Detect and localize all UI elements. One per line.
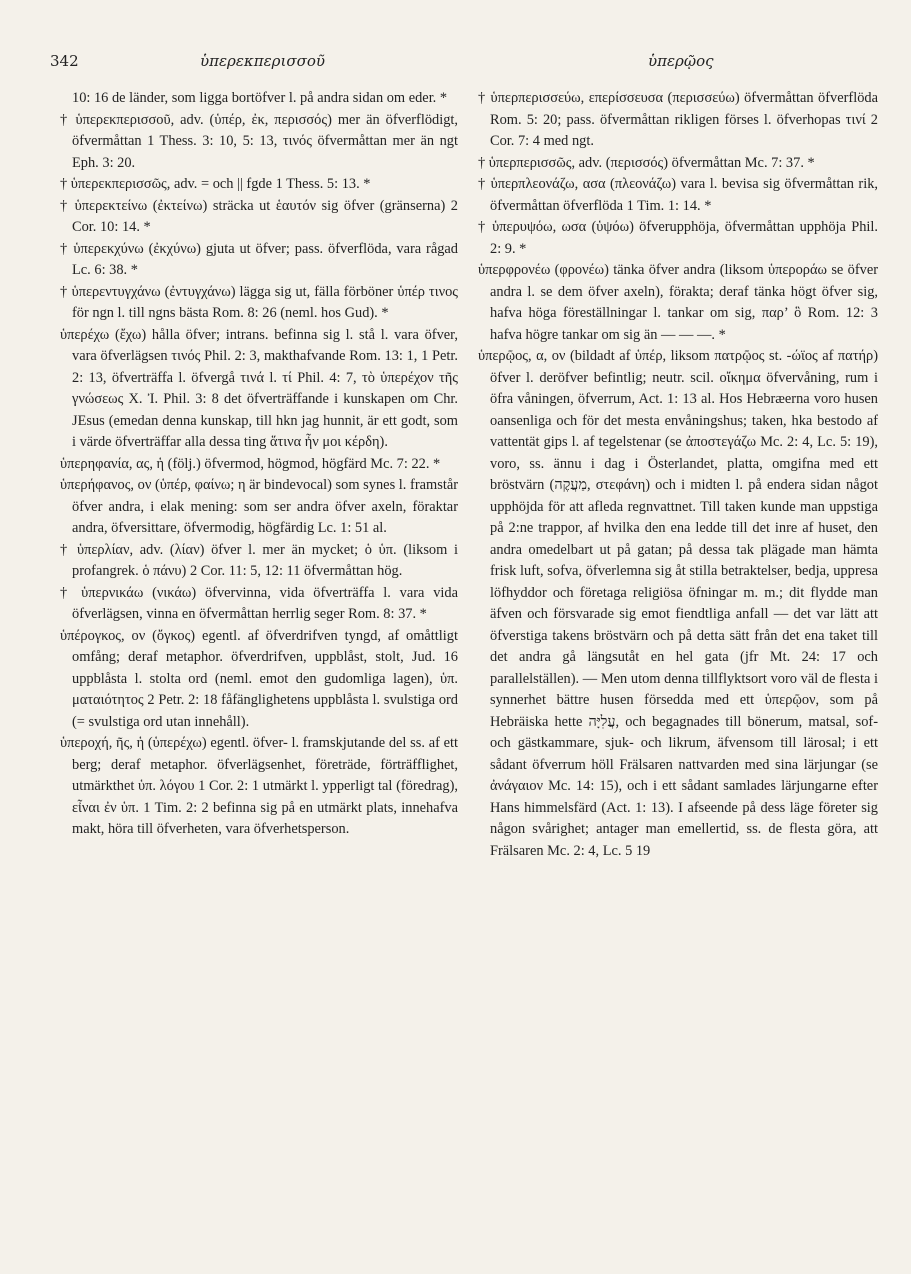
running-header [50,52,863,76]
entry: † ὑπερεντυγχάνω (ἐντυγχάνω) lägga sig ut, fälla förböner ὑπέρ τινος för ngn l. till ngns bästa Rom. 8: 26 (neml. hos Gud). * [60,283,458,321]
entry: ὑπεροχή, ῆς, ἡ (ὑπερέχω) egentl. öfver- l. framskjutande del ss. af ett berg; deraf metaphor. öfverlägsenhet, företräde, förträfflighet, utmärkthet ὑπ. λόγου 1 Cor. 2: 1 utmärkt l. ypperligt tal (föredrag), εἶναι ἐν ὑπ. 1 Tim. 2: 2 befinna sig på en utmärkt plats, innehafva makt, höra till öfverheten, vara öfverhetsperson. [60,735,458,837]
right-headword: ὑπερῷος [648,52,714,70]
entry: † ὑπερπερισσεύω, επερίσσευσα (περισσεύω) öfvermåttan öfverflöda Rom. 5: 20; pass. öfvermåttan rikligen förses l. öfverhopas τινί 2 Cor. 7: 4 med ngt. [478,90,878,149]
left-column [60,88,458,1248]
entry: † ὑπερνικάω (νικάω) öfvervinna, vida öfverträffa l. vara vida öfverlägsen, vinna en öfvermåttan herrlig seger Rom. 8: 37. * [60,584,458,622]
left-headword: ὑπερεκπερισσοῦ [200,52,325,70]
entry: ὑπερῷος, α, ον (bildadt af ὑπέρ, liksom πατρῷος st. -ώϊος af πατήρ) öfver l. deröfver befintlig; neutr. scil. οἴκημα öfvervåning, rum i öfra våningen, öfverrum, Act. 1: 13 al. Hos Hebræerna voro husen oansenliga och för det mesta envåningshus; taken, hka bestodo af vattentät gips l. af tegelstenar (se ἀποστεγάζω Mc. 2: 4, Lc. 5: 19), voro, ss. ännu i dag i Österlandet, platta, omgifna med ett bröstvärn (מַעֲקֶה, στεφάνη) och i midten l. på endera sidan något upphöjda för att afleda regnvattnet. Till taken kunde man uppstiga på 2:ne trappor, af hvilka den ena ledde till det inre af huset, den andra omedelbart ut på gatan; på dessa tak plägade man hämta frisk luft, sofva, öfverlemna sig åt stilla betraktelser, bedja, uppresa löfhyddor och företaga religiösa öfningar m. m.; dit flydde man äfven och försvarade sig emot fiendtliga anfall — det var lätt att öfverstiga takens bröstvärn och på detta sätt från det ena taket till det andra gå längsutåt en hel gata (jfr Mt. 24: 17 och parallelställen). — Men utom denna tillflyktsort voro väl de flesta i synnerhet bättre husen försedda med ett ὑπερῷον, som på Hebräiska hette עֲלִיָּה, och begagnades till bönerum, matsal, sof- och gästkammare, sjuk- och likrum, äfvensom till lärosal; i ett sådant öfverrum höll Frälsaren nattvarden med sina lärjungar (se ἀνάγαιον Mc. 14: 15), och i ett sådant samlades lärjungarne efter Hans himmelsfärd (Act. 1: 13). I afseende på dess läge företer sig någon svårighet; antager man emellertid, ss. de flesta göra, att Frälsaren Mc. 2: 4, Lc. 5 19 [478,348,878,859]
entry: † ὑπερεκχύνω (ἐκχύνω) gjuta ut öfver; pass. öfverflöda, vara rågad Lc. 6: 38. * [60,240,458,278]
entry: † ὑπερυψόω, ωσα (ὑψόω) öfverupphöja, öfvermåttan upphöja Phil. 2: 9. * [478,219,878,257]
right-column [478,88,878,1248]
entry: † ὑπερλίαν, adv. (λίαν) öfver l. mer än mycket; ὁ ὑπ. (liksom i profangrek. ὁ πάνυ) 2 Cor. 11: 5, 12: 11 öfvermåttan hög. [60,541,458,579]
entry: † ὑπερπερισσῶς, adv. (περισσός) öfvermåttan Mc. 7: 37. * [478,154,815,171]
entry: ὑπερηφανία, ας, ἡ (följ.) öfvermod, högmod, högfärd Mc. 7: 22. * [60,455,441,472]
entry: ὑπερφρονέω (φρονέω) tänka öfver andra (liksom ὑπεροράω se öfver andra l. se dem öfver axeln), förakta; deraf tänka högt öfver sig, hafva höga föreställningar l. tankar om sig, παρ’ ὃ Rom. 12: 3 hafva högre tankar om sig än — — —. * [478,262,878,343]
entry: † ὑπερπλεονάζω, ασα (πλεονάζω) vara l. bevisa sig öfvermåttan rik, öfvermåttan öfverflöda 1 Tim. 1: 14. * [478,176,878,214]
entry: † ὑπερεκπερισσοῦ, adv. (ὑπέρ, ἐκ, περισσός) mer än öfverflödigt, öfvermåttan 1 Thess. 3: 10, 5: 13, τινός öfvermåttan mer än ngt Eph. 3: 20. [60,111,458,171]
entry: † ὑπερεκτείνω (ἐκτείνω) sträcka ut ἑαυτόν sig öfver (gränserna) 2 Cor. 10: 14. * [60,197,458,235]
entry: ὑπερέχω (ἔχω) hålla öfver; intrans. befinna sig l. stå l. vara öfver, vara öfverlägsen τινός Phil. 2: 3, makthafvande Rom. 13: 1, 1 Petr. 2: 13, öfverträffa l. öfvergå τινά l. τί Phil. 4: 7, τὸ ὑπερέχον τῆς γνώσεως Χ. Ἰ. Phil. 3: 8 det öfverträffande i kunskapen om Chr. JEsus (emedan denna kunskap, till hkn jag hunnit, är ett godt, som i värde öfverträffar alla dessa ting ἅτινα ἦν μοι κέρδη). [60,326,458,450]
entry: ὑπερήφανος, ον (ὑπέρ, φαίνω; η är bindevocal) som synes l. framstår öfver andra, i elak mening: som ser andra öfver axeln, föraktar andra, öfversittare, öfvermodig, högfärdig Lc. 1: 51 al. [60,477,458,536]
entry: ὑπέρογκος, ον (ὄγκος) egentl. af öfverdrifven tyngd, af omåttligt omfång; deraf metaphor. öfverdrifven, uppblåst, stolt, Jud. 16 uppblåsta l. stolta ord (neml. emot den gudomliga lagen), ὑπ. ματαιότητος 2 Petr. 2: 18 fåfänglighetens uppblåsta l. svulstiga ord (= svulstiga ord utan innehåll). [60,627,458,730]
page-number: 342 [50,52,79,70]
entry: 10: 16 de länder, som ligga bortöfver l. på andra sidan om eder. * [72,90,448,106]
entry: † ὑπερεκπερισσῶς, adv. = och || fgde 1 Thess. 5: 13. * [60,176,371,192]
